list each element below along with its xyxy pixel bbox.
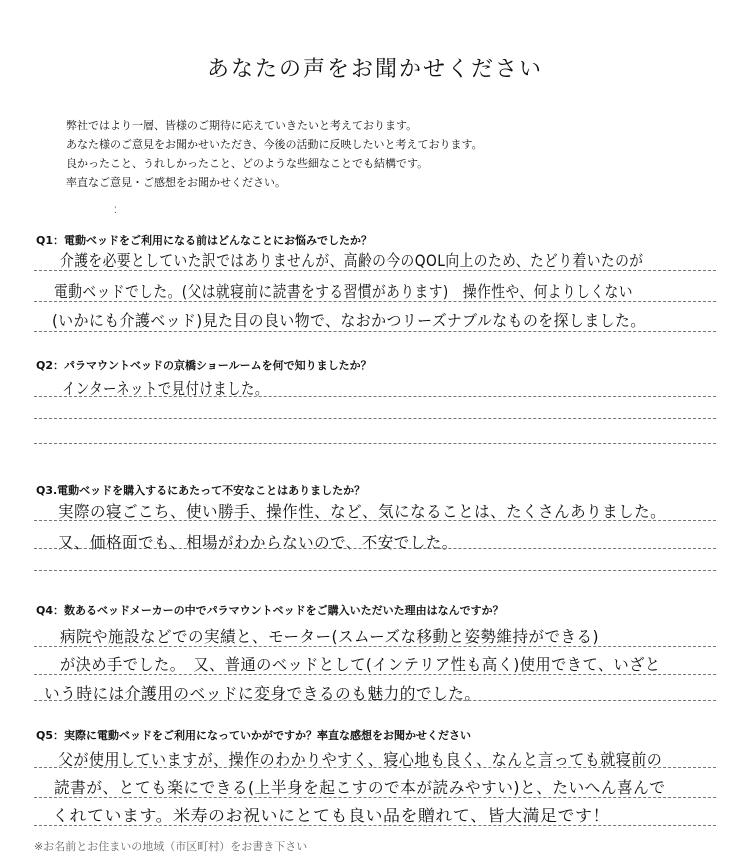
- answer-5-line: くれています。米寿のお祝いにとても良い品を贈れて、皆大満足です！: [52, 806, 610, 825]
- answer-4-line: 病院や施設などでの実績と、モーター(スムーズな移動と姿勢維持ができる): [60, 627, 600, 646]
- answer-rule: [34, 700, 716, 701]
- stray-mark: ⁚: [114, 206, 117, 216]
- answer-rule: [34, 443, 716, 444]
- question-3-label: Q3.電動ベッドを購入するにあたって不安なことはありましたか？: [36, 484, 366, 497]
- answer-rule: [34, 646, 716, 647]
- answer-3-line: 実際の寝ごこち、使い勝手、操作性、など、気になることは、たくさんありました。: [58, 502, 667, 521]
- intro-line: 弊社ではより一層、皆様のご期待に応えていきたいと考えております。: [66, 119, 418, 132]
- intro-line: 良かったこと、うれしかったこと、どのような些細なことでも結構です。: [66, 157, 429, 170]
- answer-rule: [34, 396, 716, 397]
- question-5-label: Q5：実際に電動ベッドをご利用になっていかがですか？率直な感想をお聞かせください: [36, 729, 472, 742]
- answer-rule: [34, 674, 716, 675]
- intro-line: あなた様のご意見をお聞かせいただき、今後の活動に反映したいと考えております。: [66, 138, 483, 151]
- answer-5-line: 読書が、とても楽にできる(上半身を起こすので本が読みやすい)と、たいへん喜んで: [54, 778, 666, 797]
- question-1-label: Q1：電動ベッドをご利用になる前はどんなことにお悩みでしたか？: [36, 234, 373, 247]
- answer-1-line: 介護を必要としていた訳ではありませんが、高齢の今のQOL向上のため、たどり着いたのが: [60, 251, 644, 270]
- footer-note-cutoff: ※お名前とお住まいの地域（市区町村）をお書き下さい: [34, 840, 308, 853]
- question-4-label: Q4：数あるベッドメーカーの中でパラマウントベッドをご購入いただいた理由はなんですか？: [36, 604, 504, 617]
- answer-rule: [34, 767, 716, 768]
- answer-4-line: いう時には介護用のベッドに変身できるのも魅力的でした。: [44, 684, 481, 703]
- answer-4-line: が決め手でした。 又、普通のベッドとして(インテリア性も高く)使用できて、いざと: [60, 655, 661, 674]
- answer-rule: [34, 331, 716, 332]
- answer-rule: [34, 797, 716, 798]
- answer-rule: [34, 301, 716, 302]
- answer-rule: [34, 825, 716, 826]
- answer-3-line: 又、価格面でも、相場がわからないので、不安でした。: [58, 533, 458, 552]
- page-title: あなたの声をお聞かせください: [206, 57, 543, 82]
- answer-2-line: インターネットで見付けました。: [62, 379, 269, 398]
- answer-1-line: (いかにも介護ベッド)見た目の良い物で、なおかつリーズナブルなものを探しました。: [52, 311, 646, 330]
- answer-rule: [34, 548, 716, 549]
- question-2-label: Q2：パラマウントベッドの京橋ショールームを何で知りましたか？: [36, 359, 372, 372]
- intro-line: 率直なご意見・ご感想をお聞かせください。: [66, 176, 286, 189]
- answer-rule: [34, 270, 716, 271]
- answer-rule: [34, 520, 716, 521]
- intro-text: [66, 116, 483, 192]
- answer-rule: [34, 570, 716, 571]
- answer-1-line: 電動ベッドでした。(父は就寝前に読書をする習慣があります) 操作性や、何よりしくない: [54, 282, 633, 301]
- answer-5-line: 父が使用していますが、操作のわかりやすく、寝心地も良く、なんと言っても就寝前の: [58, 750, 663, 769]
- answer-rule: [34, 418, 716, 419]
